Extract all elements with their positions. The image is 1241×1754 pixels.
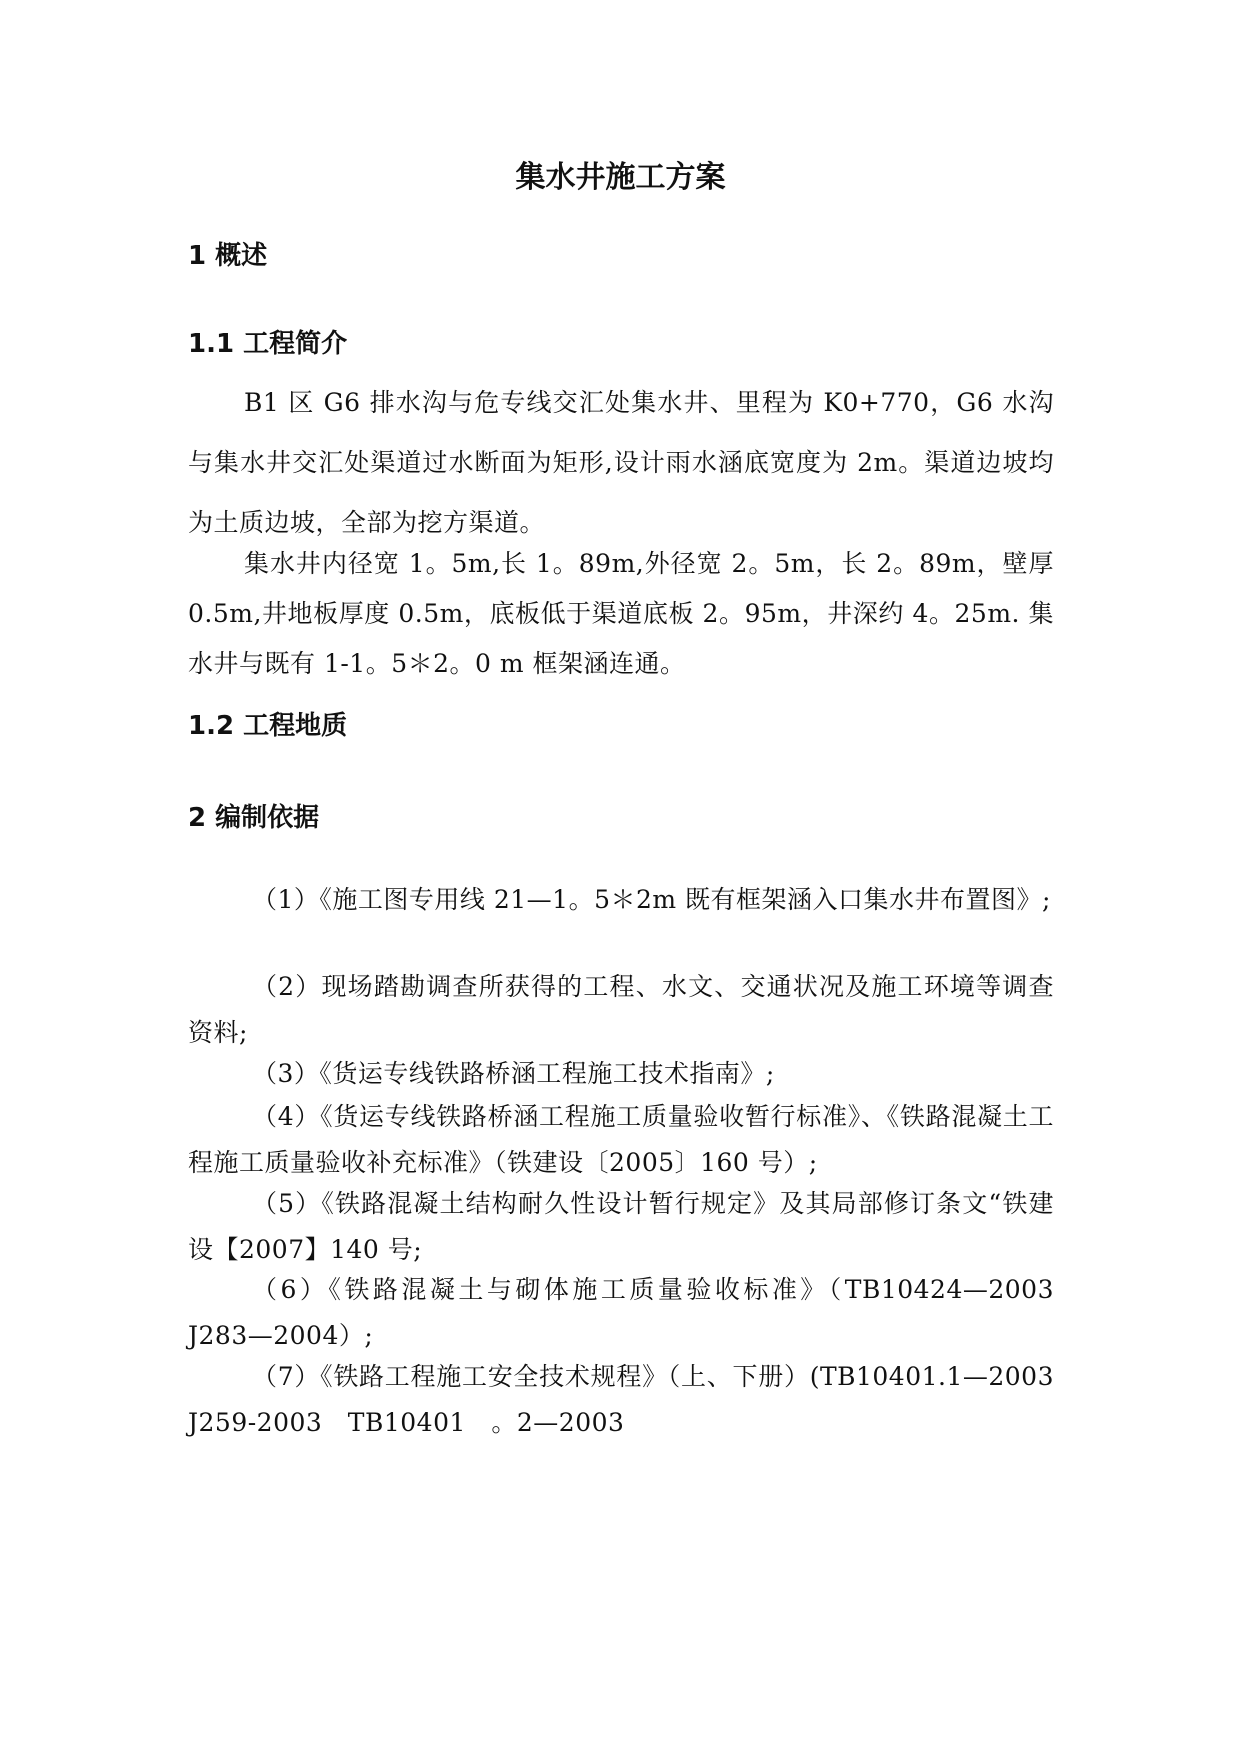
reference-item-4: （4）《货运专线铁路桥涵工程施工质量验收暂行标准》、《铁路混凝土工程施工质量验收补充标准》（铁建设〔2005〕160 号）;	[188, 1102, 1054, 1177]
subsection-heading-geology: 1.2 工程地质	[188, 711, 348, 741]
reference-item-3: （3）《货运专线铁路桥涵工程施工技术指南》;	[252, 1059, 775, 1088]
paragraph-well-dimensions: 集水井内径宽 1。5m,长 1。89m,外径宽 2。5m，长 2。89m，壁厚 0.5m,井地板厚度 0.5m，底板低于渠道底板 2。95m，井深约 4。25m. 集水井与既有 1-1。5＊2。0 m 框架涵连通。	[188, 549, 1054, 678]
section-heading-overview: 1 概述	[188, 241, 268, 271]
reference-item-1: （1）《施工图专用线 21—1。5＊2m 既有框架涵入口集水井布置图》;	[252, 885, 1051, 914]
document-title: 集水井施工方案	[515, 160, 726, 195]
reference-item-7: （7）《铁路工程施工安全技术规程》（上、下册）(TB10401.1—2003 J259-2003 TB10401 。2—2003	[188, 1362, 1106, 1437]
section-heading-basis: 2 编制依据	[188, 803, 320, 833]
subsection-heading-project-intro: 1.1 工程简介	[188, 329, 348, 359]
reference-item-6: （6）《铁路混凝土与砌体施工质量验收标准》（TB10424—2003 J283—2004）;	[188, 1275, 1054, 1350]
paragraph-project-intro: B1 区 G6 排水沟与危专线交汇处集水井、里程为 K0+770，G6 水沟与集水井交汇处渠道过水断面为矩形,设计雨水涵底宽度为 2m。渠道边坡均为土质边坡，全部为挖方渠道。	[188, 388, 1054, 537]
reference-item-2: （2）现场踏勘调查所获得的工程、水文、交通状况及施工环境等调查资料;	[188, 972, 1054, 1047]
reference-item-5: （5）《铁路混凝土结构耐久性设计暂行规定》及其局部修订条文“铁建设【2007】140 号;	[188, 1189, 1054, 1264]
